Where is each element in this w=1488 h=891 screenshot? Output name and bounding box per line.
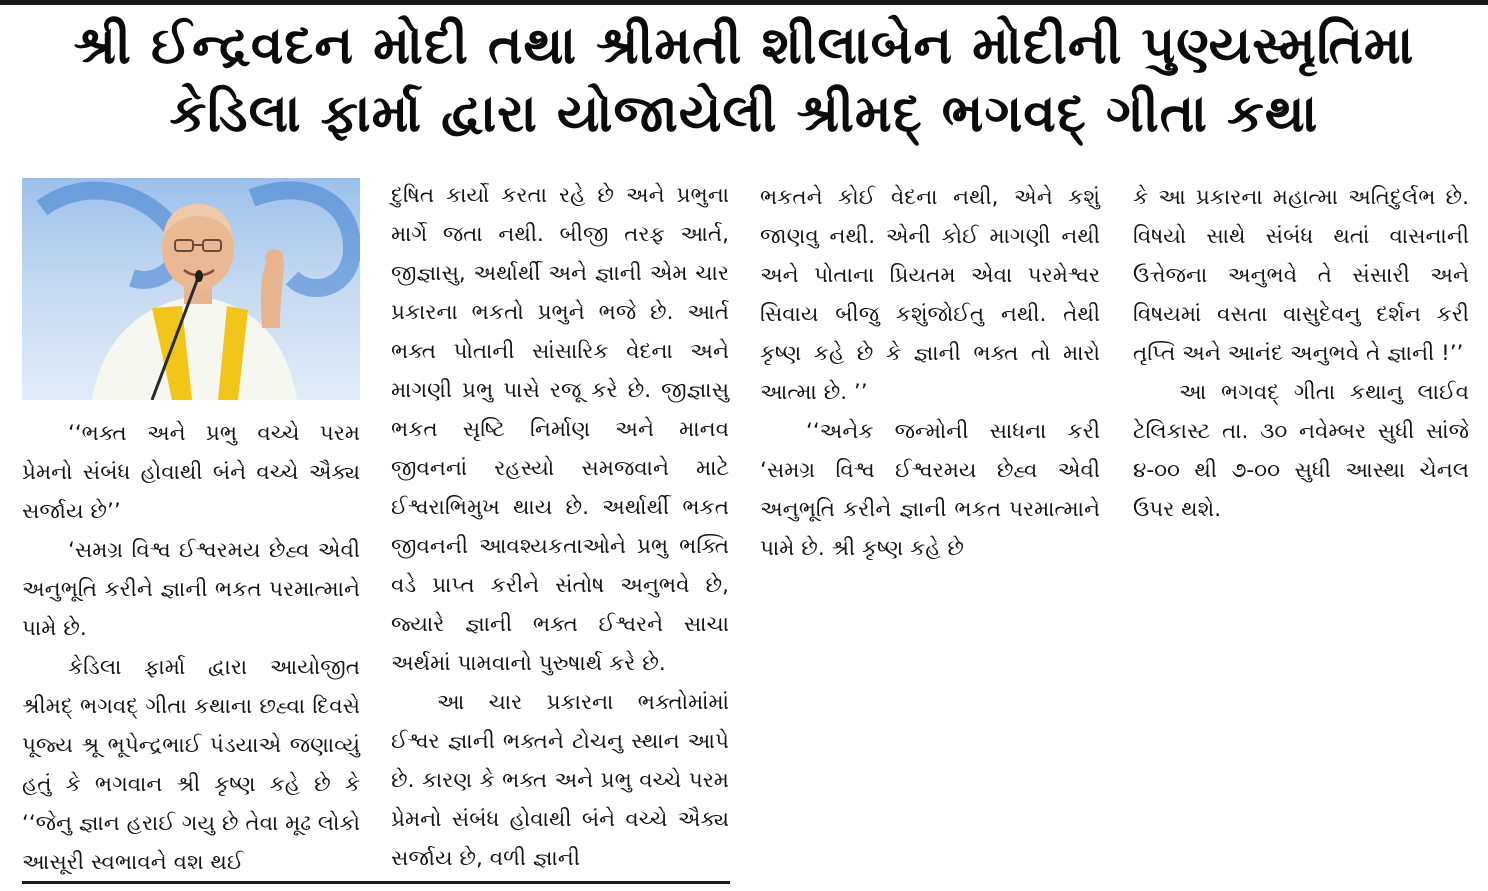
headline-line-1: શ્રી ઈન્દ્રવદન મોદી તથા શ્રીમતી શીલાબેન મોદીની પુણ્યસ્મૃતિમા <box>73 16 1415 76</box>
col4-paragraph-2: આ ભગવદ્ ગીતા કથાનુ લાઈવ ટેલિકાસ્ટ તા. ૩૦ નવેમ્બર સુધી સાંજે ૪-૦૦ થી ૭-૦૦ સુધી આસ્થા ચેનલ ઉપર થશે. <box>1133 380 1469 522</box>
headline-line-2: કેડિલા ફાર્મા દ્વારા યોજાયેલી શ્રીમદ્ ભગવદ્ ગીતા કથા <box>169 84 1319 144</box>
bottom-rule <box>22 881 730 884</box>
speaker-photo-illustration <box>22 178 360 400</box>
speaker-photo <box>22 178 360 400</box>
col4-paragraph-1: કે આ પ્રકારના મહાત્મા અતિદુર્લભ છે. વિષયો સાથે સંબંધ થતાં વાસનાની ઉત્તેજના અનુભવે તે સંસારી અને વિષયમાં વસતા વાસુદેવનુ દર્શન કરી તૃપ્તિ અને આનંદ અનુભવે તે જ્ઞાની !’’ <box>1133 185 1469 366</box>
column-2 <box>391 176 729 878</box>
column-3 <box>760 178 1100 568</box>
headline <box>0 12 1488 148</box>
col2-paragraph-2: આ ચાર પ્રકારના ભક્તોમાંમાં ઈશ્વર જ્ઞાની ભક્તને ટોચનુ સ્થાન આપે છે. કારણ કે ભક્ત અને પ્રભુ વચ્ચે પરમ પ્રેમનો સંબંધ હોવાથી બંને વચ્ચે ઐક્ય સર્જાય છે, વળી જ્ઞાની <box>391 690 729 871</box>
col3-paragraph-2: ‘‘અનેક જન્મોની સાધના કરી ‘સમગ્ર વિશ્વ ઈશ્વરમય છેહ્વ એવી અનુભૂતિ કરીને જ્ઞાની ભકત પરમાત્માને પામે છે. શ્રી કૃષ્ણ કહે છે <box>760 419 1100 561</box>
column-4 <box>1133 178 1469 529</box>
col3-paragraph-1: ભકતને કોઈ વેદના નથી, એને કશું જાણવુ નથી. એની કોઈ માગણી નથી અને પોતાના પ્રિયતમ એવા પરમેશ્વર સિવાય બીજુ કશુંજોઈતુ નથી. તેથી કૃષ્ણ કહે છે કે જ્ઞાની ભક્ત તો મારો આત્મા છે. ’’ <box>760 185 1100 405</box>
top-rule <box>0 0 1488 5</box>
column-1 <box>22 178 360 882</box>
col1-paragraph-3: કેડિલા ફાર્મા દ્વારા આયોજીત શ્રીમદ્ ભગવદ્ ગીતા કથાના છહ્વા દિવસે પૂજ્ય શ્રૂ ભૂપેન્દ્રભાઈ પંડયાએ જણાવ્યું હતું કે ભગવાન શ્રી કૃષ્ણ કહે છે કે ‘‘જેનુ જ્ઞાન હરાઈ ગયુ છે તેવા મૂઢ લોકો આસૂરી સ્વભાવને વશ થઈ <box>22 655 360 875</box>
col2-paragraph-1: દુષિત કાર્યો કરતા રહે છે અને પ્રભુના માર્ગે જતા નથી. બીજી તરફ આર્ત, જીજ્ઞાસુ, અર્થાર્થી અને જ્ઞાની એમ ચાર પ્રકારના ભકતો પ્રભુને ભજે છે. આર્ત ભક્ત પોતાની સાંસારિક વેદના અને માગણી પ્રભુ પાસે રજૂ કરે છે. જીજ્ઞાસુ ભકત સૃષ્ટિ નિર્માણ અને માનવ જીવનનાં રહસ્યો સમજવાને માટે ઈશ્વરાભિમુખ થાય છે. અર્થાર્થી ભકત જીવનની આવશ્યકતાઓને પ્રભુ ભક્તિ વડે પ્રાપ્ત કરીને સંતોષ અનુભવે છે, જ્યારે જ્ઞાની ભક્ત ઈશ્વરને સાચા અર્થમાં પામવાનો પુરુષાર્થ કરે છે. <box>391 183 729 676</box>
col1-paragraph-2: ‘સમગ્ર વિશ્વ ઈશ્વરમય છેહ્વ એવી અનુભૂતિ કરીને જ્ઞાની ભકત પરમાત્માને પામે છે. <box>22 538 360 641</box>
col1-paragraph-1: ‘‘ભક્ત અને પ્રભુ વચ્ચે પરમ પ્રેમનો સંબંધ હોવાથી બંને વચ્ચે ઐક્ય સર્જાય છે’’ <box>22 421 360 524</box>
